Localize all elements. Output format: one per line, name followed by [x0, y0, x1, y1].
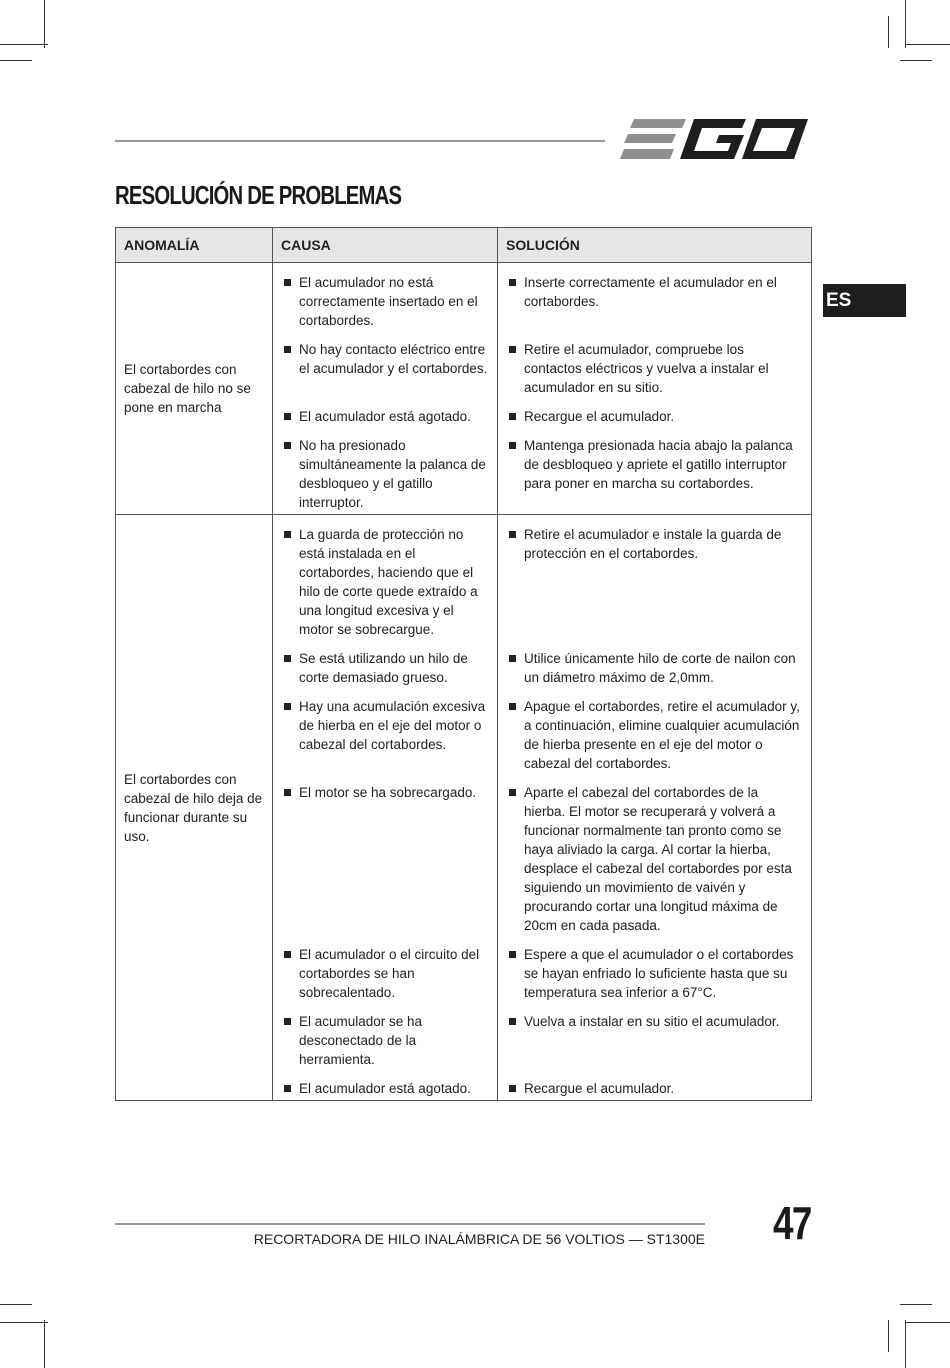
header-anomalia: ANOMALÍA	[116, 228, 273, 263]
solution-text: Retire el acumulador e instale la guarda de protección en el cortabordes.	[506, 525, 803, 563]
solution-cell	[498, 515, 812, 650]
cause-text: El acumulador o el circuito del cortabordes se han sobrecalentado.	[281, 945, 489, 1002]
solution-text: Vuelva a instalar en su sitio el acumulador.	[506, 1012, 803, 1031]
cause-cell	[273, 407, 498, 436]
section-title: RESOLUCIÓN DE PROBLEMAS	[115, 180, 402, 210]
crop-mark	[0, 1322, 48, 1323]
crop-mark	[0, 1304, 32, 1305]
cause-cell	[273, 697, 498, 783]
cause-cell	[273, 436, 498, 515]
crop-mark	[905, 0, 906, 48]
header-solucion: SOLUCIÓN	[498, 228, 812, 263]
cause-cell	[273, 945, 498, 1012]
solution-cell	[498, 783, 812, 945]
cause-cell	[273, 783, 498, 945]
solution-cell	[498, 697, 812, 783]
solution-text: Mantenga presionada hacia abajo la palanca de desbloqueo y apriete el gatillo interruptor para poner en marcha su cortabordes.	[506, 436, 803, 493]
crop-mark	[0, 44, 48, 45]
solution-cell	[498, 263, 812, 341]
cause-text: Se está utilizando un hilo de corte demasiado grueso.	[281, 649, 489, 687]
cause-cell	[273, 515, 498, 650]
solution-text: Espere a que el acumulador o el cortabordes se hayan enfriado lo suficiente hasta que su temperatura sea inferior a 67°C.	[506, 945, 803, 1002]
crop-mark	[905, 1322, 950, 1323]
ego-logo	[620, 116, 810, 164]
language-tab: ES	[823, 284, 906, 317]
crop-mark	[0, 60, 32, 61]
cause-cell	[273, 1012, 498, 1079]
solution-cell	[498, 945, 812, 1012]
cause-cell	[273, 649, 498, 697]
solution-cell	[498, 649, 812, 697]
crop-mark	[900, 1304, 932, 1305]
cause-text: Hay una acumulación excesiva de hierba en el eje del motor o cabezal del cortabordes.	[281, 697, 489, 754]
cause-text: No ha presionado simultáneamente la palanca de desbloqueo y el gatillo interruptor.	[281, 436, 489, 512]
page-number: 47	[773, 1197, 811, 1249]
solution-text: Recargue el acumulador.	[506, 407, 803, 426]
cause-text: El acumulador no está correctamente insertado en el cortabordes.	[281, 273, 489, 330]
table-row	[116, 263, 812, 341]
cause-text: El acumulador está agotado.	[281, 407, 489, 426]
header-rule	[115, 140, 605, 142]
footer-rule	[115, 1223, 705, 1225]
solution-cell	[498, 340, 812, 407]
cause-text: El motor se ha sobrecargado.	[281, 783, 489, 802]
cause-text: No hay contacto eléctrico entre el acumulador y el cortabordes.	[281, 340, 489, 378]
solution-text: Apague el cortabordes, retire el acumulador y, a continuación, elimine cualquier acumulación de hierba presente en el eje del motor o cabezal del cortabordes.	[506, 697, 803, 773]
solution-cell	[498, 1012, 812, 1079]
solution-text: Recargue el acumulador.	[506, 1079, 803, 1098]
solution-text: Aparte el cabezal del cortabordes de la hierba. El motor se recuperará y volverá a funcionar normalmente tan pronto como se haya aliviado la carga. Al cortar la hierba, desplace el cabezal del cortabordes por esta siguiendo un movimiento de vaivén y procurando cortar una longitud máxima de 20cm en cada pasada.	[506, 783, 803, 935]
table-row	[116, 515, 812, 650]
table-header-row	[116, 228, 812, 263]
crop-mark	[900, 60, 932, 61]
solution-text: Inserte correctamente el acumulador en el cortabordes.	[506, 273, 803, 311]
anomaly-cell: El cortabordes con cabezal de hilo no se pone en marcha	[116, 263, 273, 515]
cause-cell	[273, 263, 498, 341]
header-causa: CAUSA	[273, 228, 498, 263]
crop-mark	[905, 1320, 906, 1368]
cause-text: El acumulador está agotado.	[281, 1079, 489, 1098]
crop-mark	[44, 1320, 45, 1368]
cause-text: El acumulador se ha desconectado de la herramienta.	[281, 1012, 489, 1069]
solution-text: Retire el acumulador, compruebe los contactos eléctricos y vuelva a instalar el acumulador en su sitio.	[506, 340, 803, 397]
footer-product-line: RECORTADORA DE HILO INALÁMBRICA DE 56 VOLTIOS — ST1300E	[253, 1231, 705, 1247]
solution-text: Utilice únicamente hilo de corte de nailon con un diámetro máximo de 2,0mm.	[506, 649, 803, 687]
crop-mark	[905, 44, 950, 45]
cause-cell	[273, 340, 498, 407]
solution-cell	[498, 436, 812, 515]
cause-text: La guarda de protección no está instalada en el cortabordes, haciendo que el hilo de corte quede extraído a una longitud excesiva y el motor se sobrecargue.	[281, 525, 489, 639]
crop-mark	[888, 1320, 889, 1352]
solution-cell	[498, 1079, 812, 1101]
crop-mark	[888, 16, 889, 48]
crop-mark	[44, 0, 45, 48]
cause-cell	[273, 1079, 498, 1101]
solution-cell	[498, 407, 812, 436]
troubleshooting-table	[115, 227, 812, 1101]
anomaly-cell: El cortabordes con cabezal de hilo deja de funcionar durante su uso.	[116, 515, 273, 1101]
